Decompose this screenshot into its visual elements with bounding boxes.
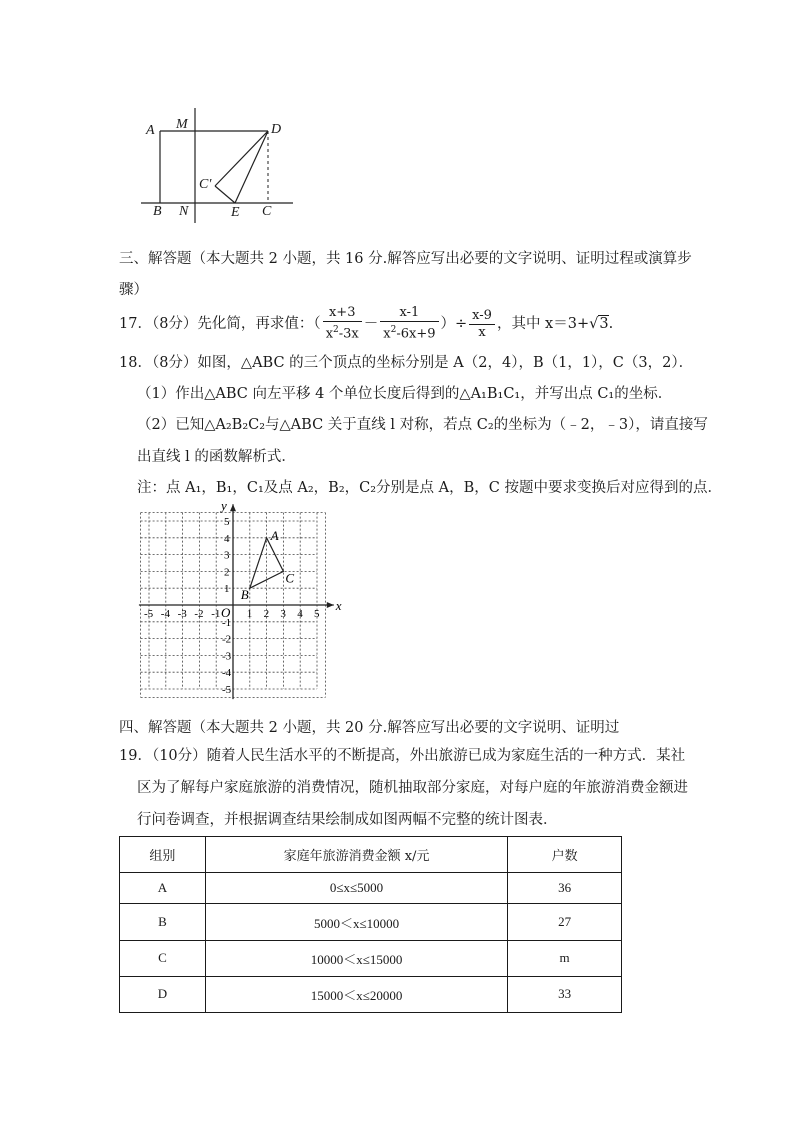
q17-fraction-3	[469, 308, 495, 341]
fig-label-A: A	[146, 123, 155, 138]
x-tick-label: -2	[194, 608, 204, 620]
q17-sqrt-radicand: 3	[599, 316, 609, 332]
section3-title: 三、解答题（本大题共 2 小题，共 16 分.解答应写出必要的文字说明、证明过程或演算步	[119, 251, 692, 267]
question-17	[119, 305, 613, 343]
table-cell-range: 0≤x≤5000	[205, 873, 507, 904]
y-axis-arrow-icon	[230, 504, 236, 511]
q17-end: .	[608, 316, 614, 332]
q17-divide: ）÷	[440, 316, 468, 332]
y-tick-label: -3	[222, 650, 232, 663]
x-axis-label: x	[335, 598, 342, 613]
q18-part2a: （2）已知△A₂B₂C₂与△ABC 关于直线 l 对称，若点 C₂的坐标为（﹣2，﹣3），请直接写	[137, 417, 708, 433]
q19-line3: 行问卷调查，并根据调查结果绘制成如图两幅不完整的统计图表．	[137, 812, 558, 828]
consumption-table	[119, 836, 622, 1013]
table-header-amount: 家庭年旅游消费金额 x/元	[205, 837, 507, 873]
q17-sqrt: √3	[589, 316, 609, 332]
y-tick-label: -4	[222, 667, 232, 680]
q17-frac1-den-exp: 2	[333, 325, 339, 336]
q17-frac1-den-rest: -3x	[338, 326, 359, 342]
fig-label-D: D	[271, 122, 282, 137]
y-tick-label: -2	[222, 633, 232, 646]
q17-frac2-den-base: x	[383, 326, 391, 342]
x-tick-label: 2	[263, 608, 270, 620]
point-label-B: B	[240, 587, 249, 603]
q17-frac1-denominator	[323, 322, 362, 342]
fig-label-N: N	[179, 204, 189, 219]
y-tick-label: 1	[224, 583, 230, 596]
table-cell-group: A	[120, 873, 206, 904]
origin-label: O	[221, 605, 231, 620]
table-cell-count: 27	[508, 904, 622, 940]
section4-title: 四、解答题（本大题共 2 小题，共 20 分.解答应写出必要的文字说明、证明过	[119, 720, 620, 736]
table-row	[120, 976, 622, 1012]
fig-label-C: C	[262, 204, 272, 219]
q18-note: 注：点 A₁，B₁，C₁及点 A₂，B₂，C₂分别是点 A，B，C 按题中要求变换后对应得到的点．	[137, 480, 722, 496]
q17-frac2-den-rest: -6x+9	[396, 326, 436, 342]
table-header-group: 组别	[120, 837, 206, 873]
y-tick-label: 4	[224, 532, 230, 545]
section3-title-cont: 骤）	[119, 282, 148, 298]
table-header-households: 户数	[508, 837, 622, 873]
table-cell-group: B	[120, 904, 206, 940]
x-tick-label: -3	[177, 608, 187, 620]
y-tick-label: -5	[222, 684, 232, 696]
q17-prefix: 17．（8分）先化简，再求值：（	[119, 316, 321, 332]
fig-label-E: E	[231, 205, 240, 220]
q17-frac1-numerator: x+3	[323, 305, 362, 322]
q18-part2b: 出直线 l 的函数解析式．	[137, 449, 296, 465]
fig-label-C-prime: C′	[199, 177, 212, 192]
q17-frac3-denominator: x	[478, 324, 486, 340]
q17-suffix: ，其中 x＝3+	[496, 316, 590, 332]
fig-label-M: M	[176, 117, 188, 132]
table-row	[120, 940, 622, 976]
point-label-C: C	[285, 570, 295, 586]
q17-frac2-numerator: x-1	[380, 305, 438, 322]
x-tick-label: -4	[160, 608, 170, 620]
y-tick-label: 2	[224, 566, 230, 579]
table-cell-group: D	[120, 976, 206, 1012]
q19-line2: 区为了解每户家庭旅游的消费情况，随机抽取部分家庭，对每户庭的年旅游消费金额进	[137, 780, 688, 796]
x-tick-label: 3	[280, 608, 286, 620]
coordinate-grid	[138, 500, 343, 705]
x-tick-label: -1	[211, 608, 221, 620]
q18-part1: （1）作出△ABC 向左平移 4 个单位长度后得到的△A₁B₁C₁，并写出点 C₁的坐标．	[137, 386, 673, 402]
q19-line1: 19．（10分）随着人民生活水平的不断提高，外出旅游已成为家庭生活的一种方式．某社	[119, 748, 686, 764]
x-tick-label: 1	[246, 608, 253, 620]
table-cell-range: 15000＜x≤20000	[205, 976, 507, 1012]
q17-frac3-numerator: x-9	[469, 308, 495, 325]
q17-fraction-2	[380, 305, 438, 342]
q17-frac1-den-base: x	[325, 326, 334, 342]
table-cell-range: 5000＜x≤10000	[205, 904, 507, 940]
table-cell-count: 33	[508, 976, 622, 1012]
q17-fraction-1	[323, 305, 362, 342]
x-axis-arrow-icon	[327, 602, 334, 608]
table-cell-count: 36	[508, 873, 622, 904]
point-label-A: A	[270, 527, 279, 543]
q17-minus: －	[363, 316, 379, 332]
table-row	[120, 873, 622, 904]
y-axis-label: y	[221, 500, 227, 514]
q17-frac2-den-exp: 2	[390, 325, 397, 336]
x-tick-label: -5	[144, 608, 154, 620]
y-tick-label: -1	[222, 616, 232, 629]
q18-line1: 18．（8分）如图，△ABC 的三个顶点的坐标分别是 A（2，4），B（1，1），C（3，2）．	[119, 355, 694, 371]
table-cell-group: C	[120, 940, 206, 976]
x-tick-label: 4	[297, 608, 303, 620]
y-tick-label: 3	[224, 549, 230, 562]
table-header-row	[120, 837, 622, 873]
q17-frac2-denominator	[380, 322, 438, 342]
x-tick-label: 5	[314, 608, 320, 620]
table-cell-range: 10000＜x≤15000	[205, 940, 507, 976]
y-tick-label: 5	[224, 516, 230, 528]
table-cell-count: m	[508, 940, 622, 976]
fig-label-B: B	[153, 204, 162, 219]
table-row	[120, 904, 622, 940]
